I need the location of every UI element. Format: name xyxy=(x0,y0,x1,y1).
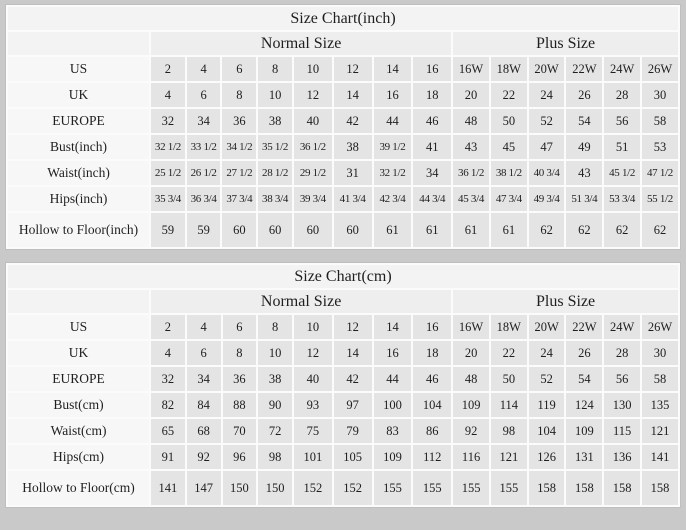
size-value-cell: 14 xyxy=(374,57,412,81)
size-value-cell: 33 1/2 xyxy=(187,135,221,159)
size-value-cell: 98 xyxy=(491,419,527,443)
size-value-cell: 45 xyxy=(491,135,527,159)
size-value-cell: 36 3/4 xyxy=(187,187,221,211)
size-value-cell: 60 xyxy=(294,213,332,247)
size-value-cell: 152 xyxy=(334,471,372,505)
size-value-cell: 20 xyxy=(453,83,489,107)
size-value-cell: 50 xyxy=(491,109,527,133)
size-value-cell: 8 xyxy=(258,315,292,339)
size-value-cell: 54 xyxy=(566,109,602,133)
size-value-cell: 62 xyxy=(642,213,678,247)
row-label: US xyxy=(8,57,149,81)
size-value-cell: 51 3/4 xyxy=(566,187,602,211)
size-value-cell: 109 xyxy=(566,419,602,443)
size-value-cell: 93 xyxy=(294,393,332,417)
size-value-cell: 30 xyxy=(642,341,678,365)
size-value-cell: 4 xyxy=(151,341,185,365)
size-value-cell: 109 xyxy=(374,445,412,469)
plus-size-header: Plus Size xyxy=(453,290,678,313)
table-row xyxy=(8,315,678,339)
size-value-cell: 32 1/2 xyxy=(151,135,185,159)
size-value-cell: 53 xyxy=(642,135,678,159)
size-value-cell: 8 xyxy=(258,57,292,81)
size-chart-inch-table xyxy=(5,4,681,250)
size-value-cell: 16 xyxy=(413,315,451,339)
table-row xyxy=(8,83,678,107)
corner-cell xyxy=(8,290,149,313)
size-value-cell: 115 xyxy=(604,419,640,443)
table-title: Size Chart(inch) xyxy=(8,7,678,30)
size-value-cell: 48 xyxy=(453,109,489,133)
size-value-cell: 14 xyxy=(334,341,372,365)
row-label: Hips(inch) xyxy=(8,187,149,211)
size-value-cell: 6 xyxy=(187,83,221,107)
size-value-cell: 10 xyxy=(294,57,332,81)
table-row xyxy=(8,341,678,365)
size-value-cell: 27 1/2 xyxy=(222,161,256,185)
size-value-cell: 136 xyxy=(604,445,640,469)
size-value-cell: 12 xyxy=(294,83,332,107)
title-row xyxy=(8,265,678,288)
size-value-cell: 35 3/4 xyxy=(151,187,185,211)
size-value-cell: 35 1/2 xyxy=(258,135,292,159)
size-group-row xyxy=(8,290,678,313)
size-value-cell: 6 xyxy=(187,341,221,365)
size-value-cell: 16 xyxy=(374,341,412,365)
size-value-cell: 8 xyxy=(222,83,256,107)
row-label: US xyxy=(8,315,149,339)
table-row xyxy=(8,445,678,469)
size-value-cell: 158 xyxy=(604,471,640,505)
size-value-cell: 32 1/2 xyxy=(374,161,412,185)
size-value-cell: 62 xyxy=(566,213,602,247)
size-value-cell: 70 xyxy=(223,419,257,443)
size-value-cell: 158 xyxy=(529,471,565,505)
size-value-cell: 52 xyxy=(529,109,565,133)
size-value-cell: 28 xyxy=(604,341,640,365)
size-value-cell: 55 1/2 xyxy=(642,187,678,211)
size-value-cell: 12 xyxy=(334,57,372,81)
size-value-cell: 61 xyxy=(491,213,527,247)
size-value-cell: 84 xyxy=(187,393,221,417)
table-row xyxy=(8,187,678,211)
size-value-cell: 30 xyxy=(642,83,678,107)
size-value-cell: 58 xyxy=(642,109,678,133)
size-value-cell: 79 xyxy=(334,419,372,443)
size-value-cell: 45 3/4 xyxy=(453,187,489,211)
size-value-cell: 61 xyxy=(413,213,451,247)
size-value-cell: 36 1/2 xyxy=(453,161,489,185)
size-value-cell: 39 3/4 xyxy=(294,187,332,211)
size-value-cell: 36 xyxy=(222,109,256,133)
size-value-cell: 68 xyxy=(187,419,221,443)
size-value-cell: 16 xyxy=(413,57,451,81)
size-value-cell: 46 xyxy=(413,367,451,391)
size-value-cell: 26 xyxy=(566,83,602,107)
size-value-cell: 48 xyxy=(453,367,489,391)
size-value-cell: 34 1/2 xyxy=(222,135,256,159)
size-value-cell: 41 xyxy=(413,135,451,159)
size-value-cell: 38 1/2 xyxy=(491,161,527,185)
size-value-cell: 34 xyxy=(413,161,451,185)
row-label: Hips(cm) xyxy=(8,445,149,469)
row-label: UK xyxy=(8,83,149,107)
table-row xyxy=(8,419,678,443)
size-value-cell: 92 xyxy=(187,445,221,469)
table-row xyxy=(8,471,678,505)
size-value-cell: 24W xyxy=(604,315,640,339)
size-value-cell: 147 xyxy=(187,471,221,505)
size-value-cell: 2 xyxy=(151,57,185,81)
size-value-cell: 158 xyxy=(642,471,678,505)
table-header xyxy=(8,7,678,55)
size-value-cell: 38 3/4 xyxy=(258,187,292,211)
size-value-cell: 4 xyxy=(187,57,221,81)
size-value-cell: 56 xyxy=(604,367,640,391)
size-value-cell: 105 xyxy=(334,445,372,469)
size-value-cell: 26W xyxy=(642,57,678,81)
size-value-cell: 131 xyxy=(566,445,602,469)
size-value-cell: 121 xyxy=(491,445,527,469)
size-value-cell: 56 xyxy=(604,109,640,133)
table-row xyxy=(8,135,678,159)
size-value-cell: 39 1/2 xyxy=(374,135,412,159)
size-value-cell: 26 xyxy=(566,341,602,365)
table-row xyxy=(8,161,678,185)
size-value-cell: 40 xyxy=(294,367,332,391)
table-row xyxy=(8,367,678,391)
size-value-cell: 37 3/4 xyxy=(222,187,256,211)
size-group-row xyxy=(8,32,678,55)
size-value-cell: 50 xyxy=(491,367,527,391)
row-label: Bust(cm) xyxy=(8,393,149,417)
size-value-cell: 36 xyxy=(223,367,257,391)
size-value-cell: 130 xyxy=(604,393,640,417)
size-value-cell: 47 xyxy=(529,135,565,159)
table-row xyxy=(8,213,678,247)
size-value-cell: 18 xyxy=(413,341,451,365)
size-value-cell: 42 xyxy=(334,109,372,133)
size-value-cell: 10 xyxy=(258,341,292,365)
row-label: Bust(inch) xyxy=(8,135,149,159)
size-value-cell: 18W xyxy=(491,315,527,339)
size-value-cell: 53 3/4 xyxy=(604,187,640,211)
size-value-cell: 124 xyxy=(566,393,602,417)
size-value-cell: 44 3/4 xyxy=(413,187,451,211)
size-value-cell: 98 xyxy=(258,445,292,469)
plus-size-header: Plus Size xyxy=(453,32,678,55)
size-value-cell: 86 xyxy=(413,419,451,443)
size-value-cell: 72 xyxy=(258,419,292,443)
size-value-cell: 47 3/4 xyxy=(491,187,527,211)
size-value-cell: 10 xyxy=(258,83,292,107)
size-value-cell: 152 xyxy=(294,471,332,505)
row-label: EUROPE xyxy=(8,109,149,133)
size-value-cell: 62 xyxy=(604,213,640,247)
size-value-cell: 43 xyxy=(566,161,602,185)
normal-size-header: Normal Size xyxy=(151,32,451,55)
size-value-cell: 31 xyxy=(334,161,372,185)
size-value-cell: 6 xyxy=(223,315,257,339)
row-label: Waist(cm) xyxy=(8,419,149,443)
row-label: Hollow to Floor(inch) xyxy=(8,213,149,247)
size-value-cell: 60 xyxy=(222,213,256,247)
size-value-cell: 40 xyxy=(294,109,332,133)
size-value-cell: 116 xyxy=(453,445,489,469)
size-value-cell: 59 xyxy=(187,213,221,247)
row-label: Hollow to Floor(cm) xyxy=(8,471,149,505)
size-value-cell: 32 xyxy=(151,367,185,391)
size-value-cell: 43 xyxy=(453,135,489,159)
size-value-cell: 155 xyxy=(453,471,489,505)
size-value-cell: 54 xyxy=(566,367,602,391)
size-value-cell: 114 xyxy=(491,393,527,417)
size-value-cell: 14 xyxy=(334,83,372,107)
size-value-cell: 20W xyxy=(529,315,565,339)
size-value-cell: 90 xyxy=(258,393,292,417)
size-value-cell: 38 xyxy=(334,135,372,159)
size-value-cell: 109 xyxy=(453,393,489,417)
corner-cell xyxy=(8,32,149,55)
size-value-cell: 24W xyxy=(604,57,640,81)
size-chart-cm-table xyxy=(5,262,681,508)
size-value-cell: 155 xyxy=(374,471,412,505)
size-value-cell: 10 xyxy=(294,315,332,339)
size-value-cell: 158 xyxy=(566,471,602,505)
size-value-cell: 49 xyxy=(566,135,602,159)
size-value-cell: 36 1/2 xyxy=(294,135,332,159)
size-value-cell: 141 xyxy=(151,471,185,505)
size-value-cell: 88 xyxy=(223,393,257,417)
size-value-cell: 91 xyxy=(151,445,185,469)
size-value-cell: 25 1/2 xyxy=(151,161,185,185)
size-value-cell: 41 3/4 xyxy=(334,187,372,211)
size-value-cell: 45 1/2 xyxy=(604,161,640,185)
size-value-cell: 22W xyxy=(566,57,602,81)
size-value-cell: 46 xyxy=(413,109,451,133)
size-value-cell: 4 xyxy=(151,83,185,107)
normal-size-header: Normal Size xyxy=(151,290,451,313)
size-value-cell: 28 xyxy=(604,83,640,107)
size-value-cell: 16W xyxy=(453,315,489,339)
size-value-cell: 47 1/2 xyxy=(642,161,678,185)
size-value-cell: 16 xyxy=(374,83,412,107)
size-value-cell: 49 3/4 xyxy=(529,187,565,211)
size-value-cell: 40 3/4 xyxy=(529,161,565,185)
row-label: Waist(inch) xyxy=(8,161,149,185)
size-value-cell: 51 xyxy=(604,135,640,159)
size-value-cell: 14 xyxy=(374,315,412,339)
size-value-cell: 92 xyxy=(453,419,489,443)
table-row xyxy=(8,57,678,81)
size-value-cell: 44 xyxy=(374,367,412,391)
size-value-cell: 155 xyxy=(413,471,451,505)
row-label: UK xyxy=(8,341,149,365)
size-value-cell: 100 xyxy=(374,393,412,417)
size-value-cell: 38 xyxy=(258,367,292,391)
size-value-cell: 2 xyxy=(151,315,185,339)
size-value-cell: 20W xyxy=(529,57,565,81)
size-value-cell: 61 xyxy=(453,213,489,247)
table-row xyxy=(8,109,678,133)
size-value-cell: 44 xyxy=(374,109,412,133)
title-row xyxy=(8,7,678,30)
size-value-cell: 29 1/2 xyxy=(294,161,332,185)
size-value-cell: 24 xyxy=(529,83,565,107)
table-title: Size Chart(cm) xyxy=(8,265,678,288)
row-label: EUROPE xyxy=(8,367,149,391)
size-value-cell: 34 xyxy=(187,109,221,133)
table-header xyxy=(8,265,678,313)
size-value-cell: 112 xyxy=(413,445,451,469)
size-value-cell: 104 xyxy=(529,419,565,443)
size-value-cell: 104 xyxy=(413,393,451,417)
size-value-cell: 22 xyxy=(491,341,527,365)
size-value-cell: 61 xyxy=(374,213,412,247)
size-value-cell: 8 xyxy=(223,341,257,365)
size-value-cell: 150 xyxy=(223,471,257,505)
size-value-cell: 101 xyxy=(294,445,332,469)
size-value-cell: 26 1/2 xyxy=(187,161,221,185)
size-value-cell: 24 xyxy=(529,341,565,365)
size-value-cell: 16W xyxy=(453,57,489,81)
size-value-cell: 58 xyxy=(642,367,678,391)
size-value-cell: 6 xyxy=(222,57,256,81)
size-value-cell: 83 xyxy=(374,419,412,443)
size-value-cell: 20 xyxy=(453,341,489,365)
size-value-cell: 12 xyxy=(334,315,372,339)
size-value-cell: 60 xyxy=(258,213,292,247)
size-value-cell: 60 xyxy=(334,213,372,247)
size-value-cell: 135 xyxy=(642,393,678,417)
table-body xyxy=(8,57,678,247)
size-value-cell: 42 xyxy=(334,367,372,391)
size-value-cell: 62 xyxy=(529,213,565,247)
size-value-cell: 34 xyxy=(187,367,221,391)
size-value-cell: 82 xyxy=(151,393,185,417)
size-value-cell: 65 xyxy=(151,419,185,443)
size-value-cell: 155 xyxy=(491,471,527,505)
size-value-cell: 59 xyxy=(151,213,185,247)
size-value-cell: 126 xyxy=(529,445,565,469)
size-value-cell: 42 3/4 xyxy=(374,187,412,211)
size-value-cell: 96 xyxy=(223,445,257,469)
size-value-cell: 97 xyxy=(334,393,372,417)
size-value-cell: 22 xyxy=(491,83,527,107)
size-value-cell: 26W xyxy=(642,315,678,339)
size-value-cell: 119 xyxy=(529,393,565,417)
table-body xyxy=(8,315,678,505)
size-value-cell: 38 xyxy=(258,109,292,133)
size-value-cell: 32 xyxy=(151,109,185,133)
size-value-cell: 4 xyxy=(187,315,221,339)
size-value-cell: 22W xyxy=(566,315,602,339)
size-value-cell: 52 xyxy=(529,367,565,391)
size-value-cell: 28 1/2 xyxy=(258,161,292,185)
size-value-cell: 121 xyxy=(642,419,678,443)
size-value-cell: 75 xyxy=(294,419,332,443)
size-value-cell: 12 xyxy=(294,341,332,365)
size-value-cell: 18W xyxy=(491,57,527,81)
size-value-cell: 150 xyxy=(258,471,292,505)
size-value-cell: 141 xyxy=(642,445,678,469)
table-row xyxy=(8,393,678,417)
size-value-cell: 18 xyxy=(413,83,451,107)
